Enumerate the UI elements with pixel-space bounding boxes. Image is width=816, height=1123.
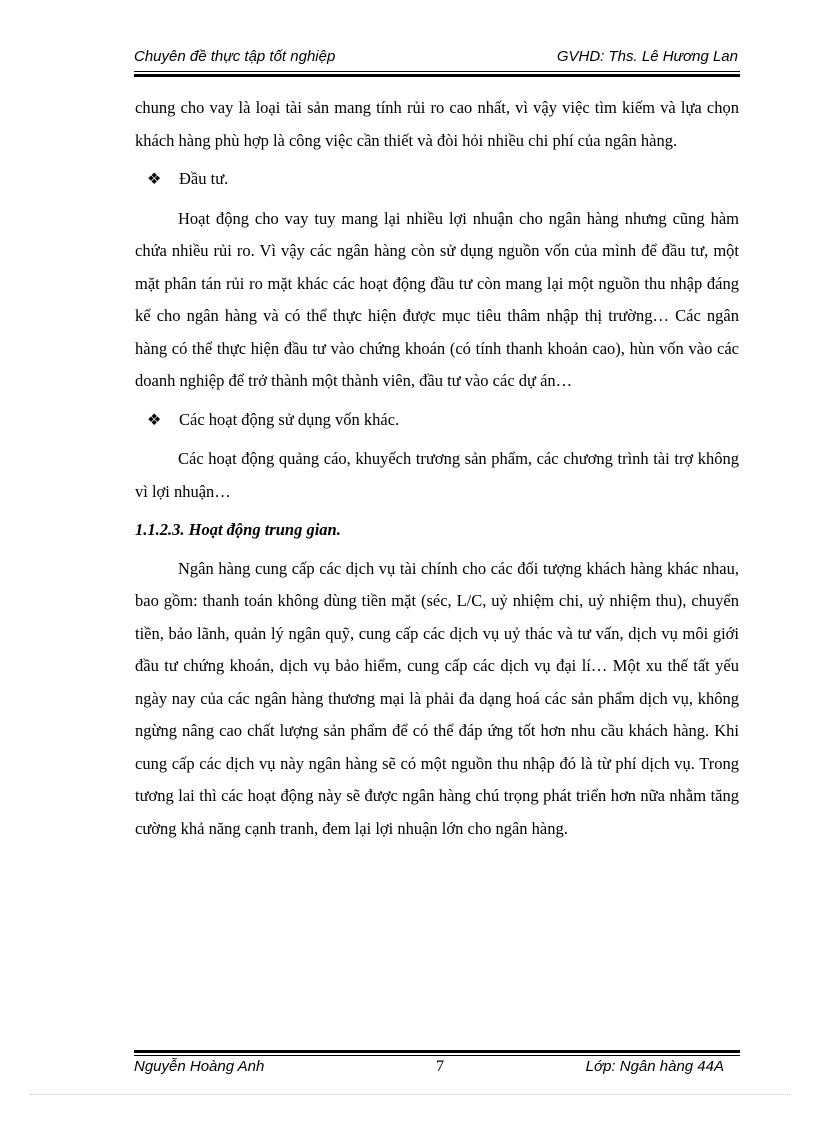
paragraph-2: Hoạt động cho vay tuy mang lại nhiều lợi nhuận cho ngân hàng nhưng cũng hàm chứa nhiều rủi ro. Vì vậy các ngân hàng còn sử dụng nguồn vốn của mình để đầu tư, một mặt phân tán rủi ro mặt khác các hoạt động đầu tư còn mang lại một nguồn thu nhập đáng kể cho ngân hàng và có thể thực hiện được mục tiêu thâm nhập thị trường… Các ngân hàng có thể thực hiện đầu tư vào chứng khoán (có tính thanh khoản cao), hùn vốn vào các doanh nghiệp để trở thành một thành viên, đầu tư vào các dự án…: [135, 208, 739, 390]
footer-author: Nguyễn Hoàng Anh: [134, 1058, 265, 1075]
bullet-investment-label: Đầu tư.: [179, 169, 229, 188]
page-header: [134, 46, 738, 70]
bullet-other-uses-label: Các hoạt động sử dụng vốn khác.: [179, 409, 400, 429]
section-heading: 1.1.2.3. Hoạt động trung gian.: [135, 520, 341, 539]
paragraph-1: chung cho vay là loại tài sản mang tính rủi ro cao nhất, vì vậy việc tìm kiếm và lựa chọn khách hàng phù hợp là công việc cần thiết và đòi hỏi nhiều chi phí của ngân hàng.: [135, 98, 739, 150]
page-bottom-dotted-line: [30, 1094, 790, 1095]
paragraph-4: Ngân hàng cung cấp các dịch vụ tài chính cho các đối tượng khách hàng khác nhau, bao gồm: thanh toán không dùng tiền mặt (séc, L/C, uỷ nhiệm chi, uỷ nhiệm thu), chuyển tiền, bảo lãnh, quản lý ngân quỹ, cung cấp các dịch vụ uỷ thác và tư vấn, dịch vụ môi giới đầu tư chứng khoán, dịch vụ bảo hiểm, cung cấp các dịch vụ đại lí… Một xu thế tất yếu ngày nay của các ngân hàng thương mại là phải đa dạng hoá các sản phẩm dịch vụ, không ngừng nâng cao chất lượng sản phẩm để có thể đáp ứng tốt hơn nhu cầu khách hàng. Khi cung cấp các dịch vụ này ngân hàng sẽ có một nguồn thu nhập đó là từ phí dịch vụ. Trong tương lai thì các hoạt động này sẽ được ngân hàng chú trọng phát triển hơn nữa nhằm tăng cường khả năng cạnh tranh, đem lại lợi nhuận lớn cho ngân hàng.: [135, 558, 739, 838]
bullet-other-uses: [147, 404, 739, 438]
footer-rule-thin: [134, 1055, 740, 1056]
header-title: Chuyên đề thực tập tốt nghiệp: [134, 48, 336, 65]
footer-class: Lớp: Ngân hàng 44A: [585, 1058, 724, 1075]
page-body: [135, 92, 739, 845]
header-advisor: GVHD: Ths. Lê Hương Lan: [556, 48, 738, 65]
paragraph-3: Các hoạt động quảng cáo, khuyếch trương sản phẩm, các chương trình tài trợ không vì lợi nhuận…: [135, 449, 739, 501]
bullet-investment: [147, 163, 739, 197]
four-diamond-bullet-icon: ❖: [147, 411, 162, 429]
page-footer: [134, 1058, 738, 1082]
footer-rule-thick: [134, 1050, 740, 1053]
page-number: 7: [436, 1058, 444, 1075]
header-rule-thin: [134, 71, 740, 72]
four-diamond-bullet-icon: ❖: [147, 171, 162, 188]
header-rule-thick: [134, 74, 740, 77]
